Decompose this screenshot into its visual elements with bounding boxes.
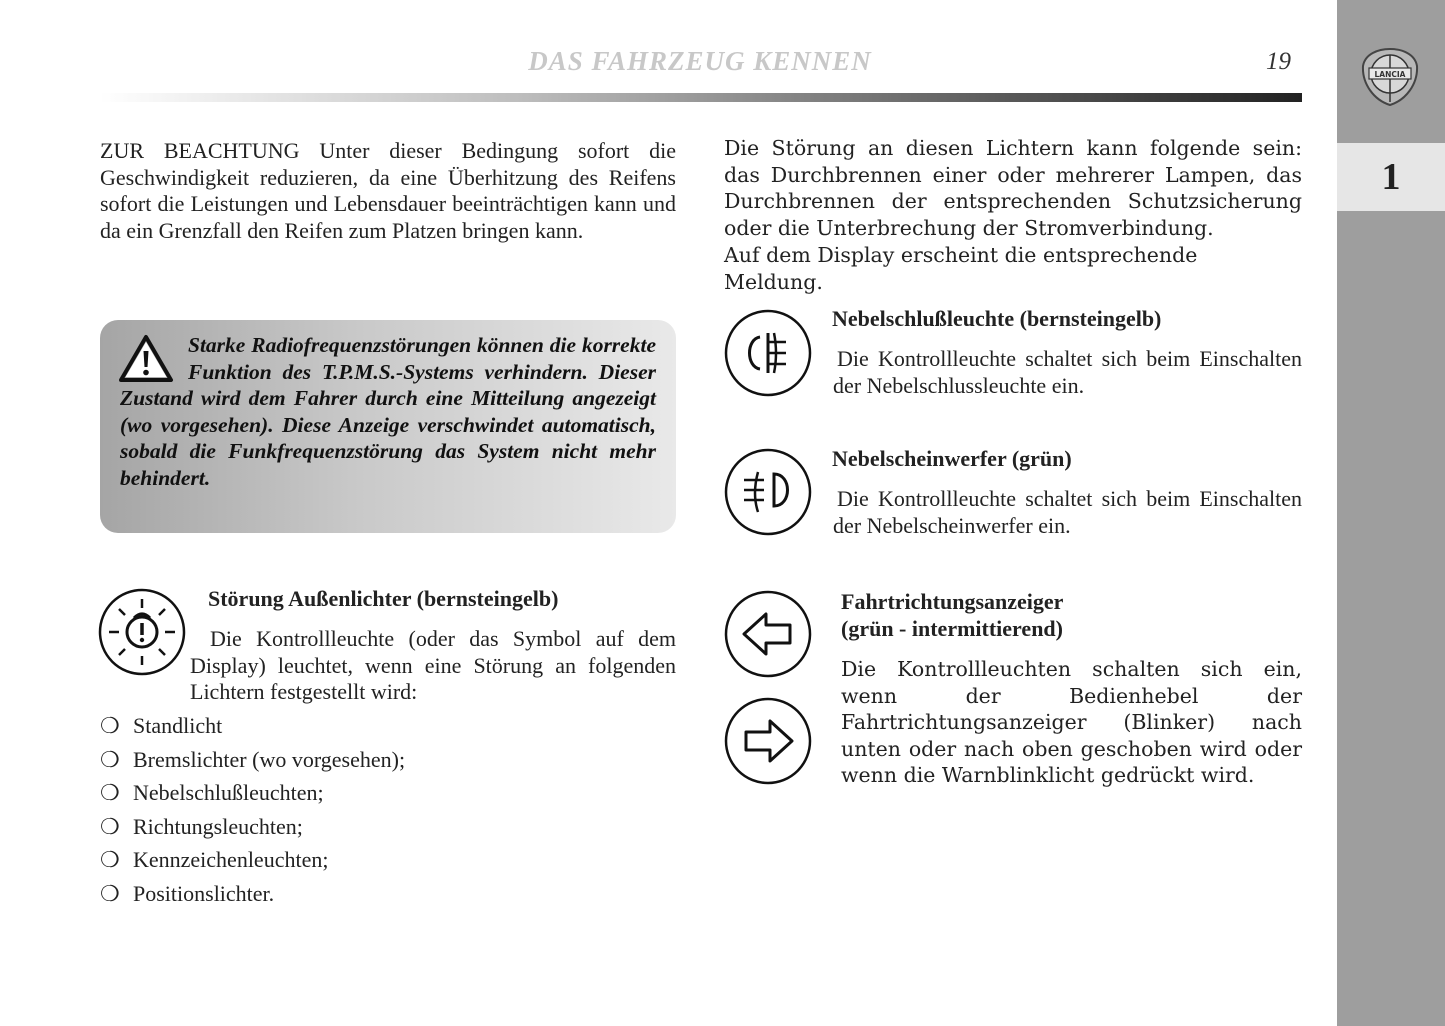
chapter-number: 1 — [1381, 156, 1401, 198]
turn-signals-body: Die Kontrollleuchten schalten sich ein, wenn der Bedienhebel der Fahrtrichtungsanzeiger (Blinker) nach unten oder nach oben geschoben wird oder wenn die Warnblinklicht gedrückt wird. — [841, 657, 1302, 788]
turn-right-arrow-icon — [724, 697, 812, 785]
list-item: ❍ Richtungsleuchten; — [100, 813, 405, 847]
rear-fog-title: Nebelschlußleuchte (bernsteingelb) — [832, 306, 1162, 331]
turn-left-arrow-icon — [724, 590, 812, 678]
warning-text-block — [120, 332, 656, 492]
rear-fog-body: Die Kontrollleuchte schaltet sich beim Einschalten der Nebelschlussleuchte ein. — [833, 346, 1302, 398]
front-fog-title: Nebelscheinwerfer (grün) — [832, 446, 1072, 471]
bullet-icon: ❍ — [100, 847, 120, 873]
logo-brand-text: LANCIA — [1374, 70, 1406, 79]
exterior-lights-fault-title: Störung Außenlichter (bernsteingelb) — [208, 586, 559, 611]
turn-signals-title: Fahrtrichtungsanzeiger (grün - intermittierend) — [841, 589, 1064, 641]
rear-fog-light-icon — [724, 309, 812, 397]
bullet-icon: ❍ — [100, 713, 120, 738]
page-header-title: DAS FAHRZEUG KENNEN — [528, 46, 872, 76]
bullet-icon: ❍ — [100, 813, 120, 839]
list-item: ❍ Standlicht — [100, 712, 405, 746]
warning-text: Starke Radiofrequenzstörungen können die korrekte Funktion des T.P.M.S.-Systems verhindern. Dieser Zustand wird dem Fahrer durch eine Mitteilung angezeigt (wo vorgesehen). Diese Anzeige verschwindet automatisch, sobald die Funkfrequenzstörung das System nicht mehr behindert. — [120, 333, 656, 490]
exterior-light-fault-icon — [98, 588, 186, 676]
intro-paragraph-right: Die Störung an diesen Lichtern kann folgende sein: das Durchbrennen einer oder mehrerer Lampen, das Durchbrennen der entsprechenden Schutzsicherung oder die Unterbrechung der Stromverbindung. — [724, 136, 1302, 240]
chapter-tab[interactable] — [1337, 143, 1445, 211]
bullet-icon: ❍ — [100, 746, 120, 772]
lancia-shield-logo — [1360, 46, 1420, 108]
page-number: 19 — [1266, 48, 1291, 75]
header-divider — [100, 93, 1302, 102]
exterior-lights-fault-body: Die Kontrollleuchte (oder das Symbol auf dem Display) leuchtet, wenn eine Störung an folgenden Lichtern festgestellt wird: — [190, 626, 676, 705]
list-item: ❍ Kennzeichenleuchten; — [100, 846, 405, 880]
front-fog-body: Die Kontrollleuchte schaltet sich beim Einschalten der Nebelscheinwerfer ein. — [833, 486, 1302, 538]
bullet-icon: ❍ — [100, 780, 120, 806]
front-fog-light-icon — [724, 448, 812, 536]
intro-paragraph-right-2: Auf dem Display erscheint die entsprechende Meldung. — [724, 243, 1198, 294]
fault-lights-list — [100, 712, 405, 914]
list-item: ❍ Bremslichter (wo vorgesehen); — [100, 746, 405, 780]
list-item: ❍ Nebelschlußleuchten; — [100, 779, 405, 813]
bullet-icon: ❍ — [100, 880, 120, 906]
intro-paragraph-left: ZUR BEACHTUNG Unter dieser Bedingung sofort die Geschwindigkeit reduzieren, da eine Überhitzung des Reifens sofort die Leistungen und Lebensdauer beeinträchtigen kann und da ein Grenzfall den Reifen zum Platzen bringen kann. — [100, 138, 676, 244]
list-item: ❍ Positionslichter. — [100, 880, 405, 914]
